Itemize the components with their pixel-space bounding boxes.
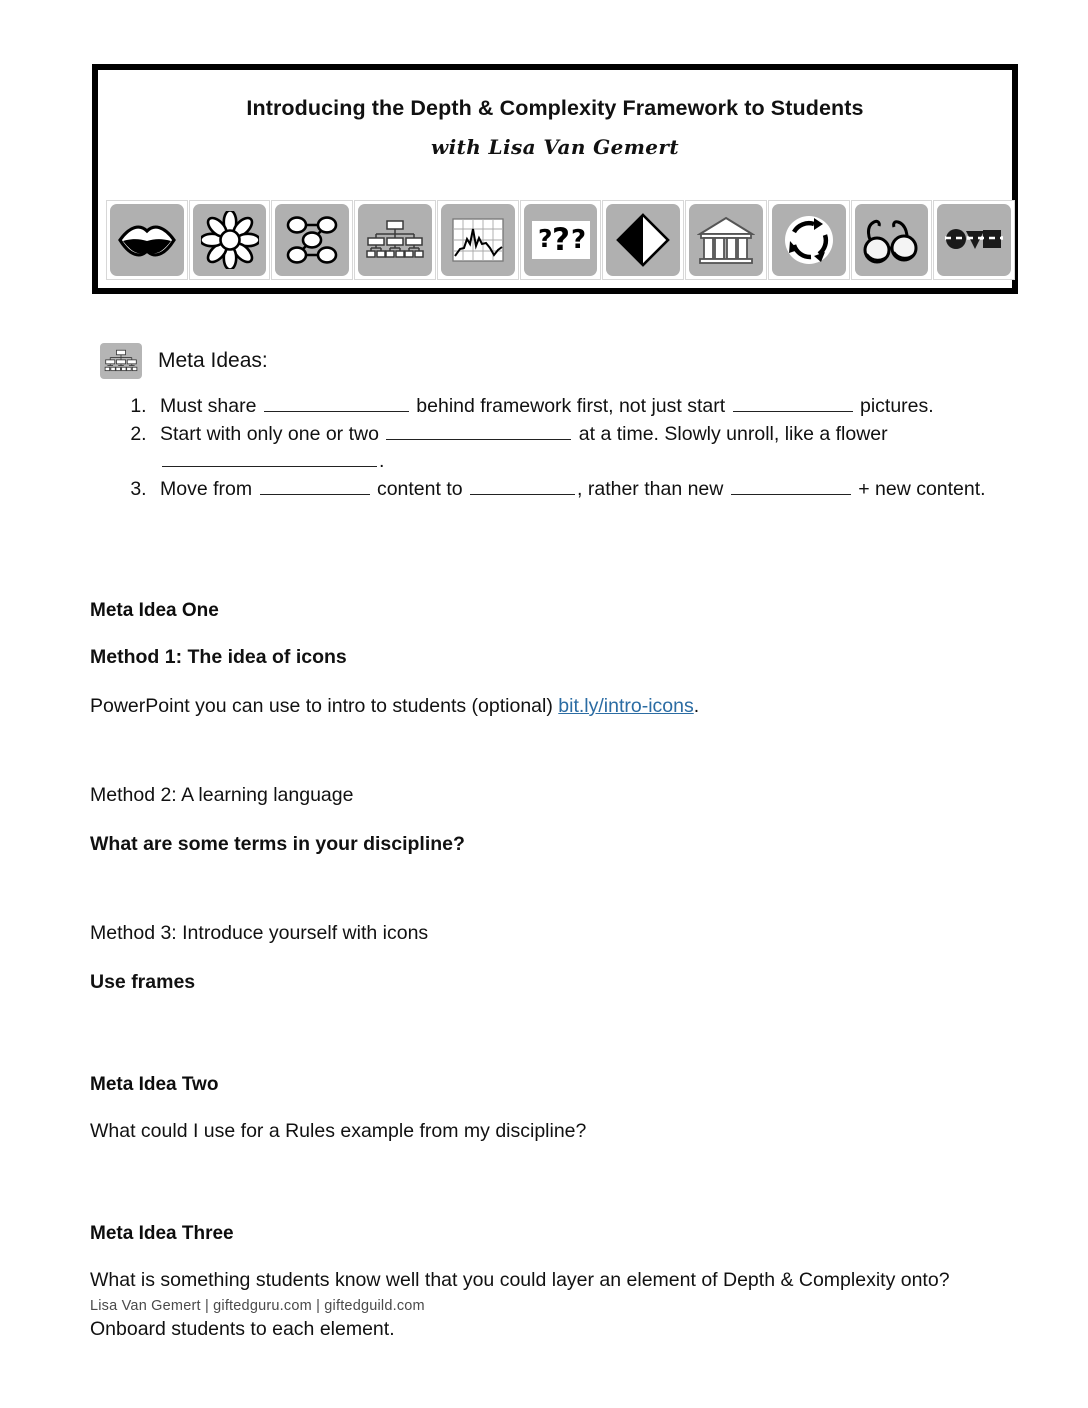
method-3-body: Use frames	[90, 971, 196, 993]
fill-in-blank[interactable]	[731, 478, 851, 495]
document-body	[90, 600, 990, 1365]
hierarchy-icon	[100, 343, 142, 379]
icon-cell-language-of-discipline[interactable]	[106, 200, 188, 280]
svg-text:?: ?	[551, 222, 570, 258]
icon-cell-patterns[interactable]	[271, 200, 353, 280]
method-3-title: Method 3: Introduce yourself with icons	[90, 922, 429, 944]
meta-item-3-part-3: , rather than new	[577, 478, 729, 500]
icon-cell-details[interactable]	[189, 200, 271, 280]
method-1-body	[90, 693, 990, 720]
circular-arrows-icon	[772, 204, 846, 276]
fill-in-blank[interactable]	[386, 423, 571, 440]
shapes-rules-icon	[937, 204, 1011, 276]
meta-ideas-heading	[100, 343, 268, 379]
icon-cell-across-disciplines[interactable]	[685, 200, 767, 280]
method-1-title: Method 1: The idea of icons	[90, 646, 347, 668]
lips-icon	[110, 204, 184, 276]
icon-cell-trends[interactable]	[437, 200, 519, 280]
patterns-icon	[275, 204, 349, 276]
meta-item-2-part-2: at a time. Slowly unroll, like a flower	[573, 423, 888, 445]
meta-item-3-part-2: content to	[371, 478, 469, 500]
page-title: Introducing the Depth & Complexity Framework to Students	[246, 96, 864, 120]
fill-in-blank[interactable]	[264, 395, 409, 412]
hierarchy-icon	[358, 204, 432, 276]
meta-item-2-part-3: .	[379, 450, 385, 472]
meta-ideas-list	[110, 393, 1000, 504]
icon-cell-change-over-time[interactable]	[768, 200, 850, 280]
meta-item-2-part-1: Start with only one or two	[160, 423, 385, 445]
icon-cell-unanswered-questions[interactable]	[520, 200, 602, 280]
svg-text:?: ?	[537, 224, 553, 253]
spacer	[90, 880, 990, 920]
meta-item-1-part-1: Must share	[160, 395, 262, 417]
meta-idea-two-body: What could I use for a Rules example from my discipline?	[90, 1120, 587, 1142]
method-2-title: Method 2: A learning language	[90, 784, 354, 806]
meta-item-3-part-4: + new content.	[852, 478, 986, 500]
meta-item-1-part-3: pictures.	[854, 395, 934, 417]
diamond-ethics-icon	[606, 204, 680, 276]
spacer	[90, 1018, 990, 1074]
footer-credit: Lisa Van Gemert | giftedguru.com | giftedguild.com	[90, 1298, 425, 1314]
section-title-meta-idea-one: Meta Idea One	[90, 600, 219, 621]
fill-in-blank[interactable]	[260, 478, 370, 495]
building-icon	[689, 204, 763, 276]
list-item	[152, 476, 1000, 503]
section-title-meta-idea-two: Meta Idea Two	[90, 1074, 219, 1095]
meta-item-1-part-2: behind framework first, not just start	[410, 395, 731, 417]
icon-cell-multiple-perspectives[interactable]	[851, 200, 933, 280]
method-1-body-text: PowerPoint you can use to intro to students (optional)	[90, 695, 559, 717]
icon-cell-ethics[interactable]	[602, 200, 684, 280]
list-item	[152, 393, 1000, 420]
flower-icon	[193, 204, 267, 276]
icon-cell-rules[interactable]	[933, 200, 1015, 280]
spacer	[90, 742, 990, 782]
section-title-meta-idea-three: Meta Idea Three	[90, 1223, 234, 1244]
spacer	[90, 1167, 990, 1223]
page-subtitle: with Lisa Van Gemert	[430, 135, 679, 159]
depth-complexity-icon-strip	[106, 200, 1016, 280]
method-1-body-period: .	[693, 695, 700, 717]
fill-in-blank[interactable]	[470, 478, 575, 495]
method-2-body: What are some terms in your discipline?	[90, 833, 465, 855]
meta-ideas-label: Meta Ideas:	[158, 349, 268, 372]
fill-in-blank[interactable]	[733, 395, 853, 412]
fill-in-blank[interactable]	[162, 450, 377, 467]
list-item	[152, 421, 1000, 475]
trends-graph-icon	[441, 204, 515, 276]
glasses-icon	[855, 204, 929, 276]
svg-text:?: ?	[570, 225, 586, 255]
icon-cell-big-idea[interactable]	[354, 200, 436, 280]
meta-item-3-part-1: Move from	[160, 478, 258, 500]
meta-idea-three-body-2: Onboard students to each element.	[90, 1318, 395, 1340]
question-marks-icon	[524, 204, 598, 276]
header-banner	[92, 64, 1018, 294]
intro-icons-link[interactable]: bit.ly/intro-icons	[558, 695, 694, 717]
meta-idea-three-body-1: What is something students know well that you could layer an element of Depth & Complexity onto?	[90, 1269, 950, 1291]
